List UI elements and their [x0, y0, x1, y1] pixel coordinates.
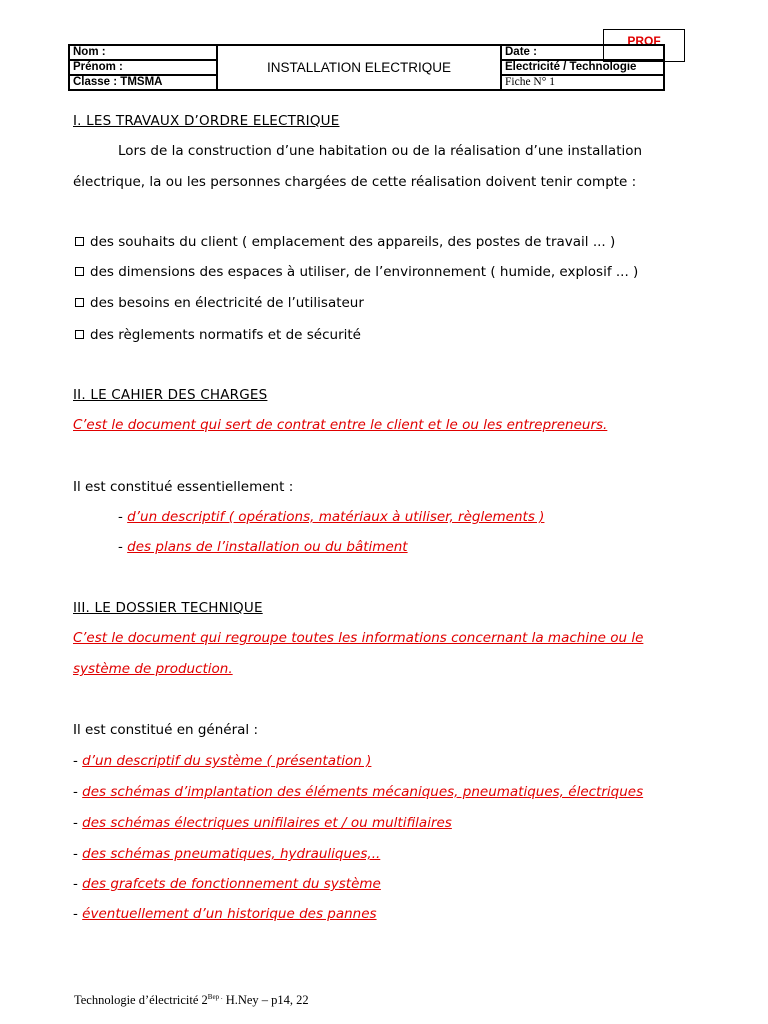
- section1-item: des règlements normatifs et de sécurité: [75, 327, 361, 343]
- header-table: [68, 44, 665, 91]
- section1-item: des besoins en électricité de l’utilisateur: [75, 295, 364, 311]
- header-date: Date :: [501, 45, 664, 60]
- section1-item: des souhaits du client ( emplacement des appareils, des postes de travail ... ): [75, 234, 615, 250]
- checkbox-icon: [75, 237, 84, 246]
- section2-constituted: Il est constitué essentiellement :: [73, 479, 294, 495]
- section3-item: - éventuellement d’un historique des pannes: [73, 906, 377, 922]
- header-fiche: Fiche N° 1: [501, 75, 664, 90]
- section3-heading: III. LE DOSSIER TECHNIQUE: [73, 600, 263, 616]
- section1-item: des dimensions des espaces à utiliser, de l’environnement ( humide, explosif ... ): [75, 264, 638, 280]
- section2-item: - d’un descriptif ( opérations, matériaux à utiliser, règlements ): [118, 509, 545, 525]
- section2-heading: II. LE CAHIER DES CHARGES: [73, 387, 268, 403]
- section3-definition-line2: système de production.: [73, 661, 233, 677]
- header-subject: Electricité / Technologie: [501, 60, 664, 75]
- section2-definition: C’est le document qui sert de contrat entre le client et le ou les entrepreneurs.: [73, 417, 608, 433]
- section3-item: - des grafcets de fonctionnement du système: [73, 876, 381, 892]
- header-nom: Nom :: [69, 45, 217, 60]
- section3-definition-line1: C’est le document qui regroupe toutes les informations concernant la machine ou le: [73, 630, 644, 646]
- document-title: INSTALLATION ELECTRIQUE: [217, 45, 501, 90]
- section3-item: - des schémas électriques unifilaires et / ou multifilaires: [73, 815, 452, 831]
- section3-item: - d’un descriptif du système ( présentation ): [73, 753, 372, 769]
- checkbox-icon: [75, 298, 84, 307]
- checkbox-icon: [75, 267, 84, 276]
- prof-stamp-label: PROF: [627, 34, 661, 48]
- section1-intro-line2: électrique, la ou les personnes chargées de cette réalisation doivent tenir compte :: [73, 174, 637, 190]
- section3-item: - des schémas pneumatiques, hydrauliques,..: [73, 846, 381, 862]
- section1-intro-line1: Lors de la construction d’une habitation ou de la réalisation d’une installation: [118, 143, 643, 159]
- section1-heading: I. LES TRAVAUX D’ORDRE ELECTRIQUE: [73, 113, 340, 129]
- section3-constituted: Il est constitué en général :: [73, 722, 259, 738]
- section3-item: - des schémas d’implantation des éléments mécaniques, pneumatiques, électriques: [73, 784, 644, 800]
- checkbox-icon: [75, 330, 84, 339]
- header-prenom: Prénom :: [69, 60, 217, 75]
- header-classe: Classe : TMSMA: [69, 75, 217, 90]
- section2-item: - des plans de l’installation ou du bâtiment: [118, 539, 408, 555]
- page-footer: Technologie d’électricité $2^{Bep .}$ H.Ney – p14, 22: [74, 993, 309, 1007]
